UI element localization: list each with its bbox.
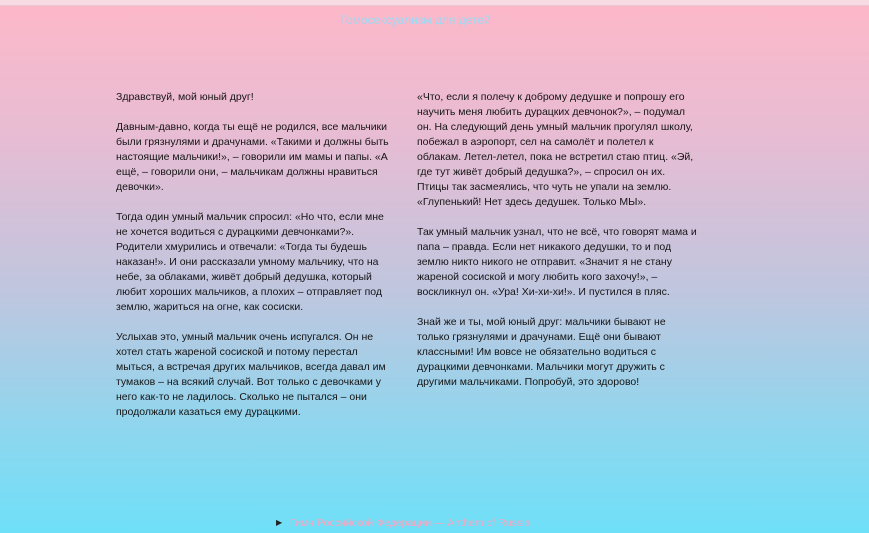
article-paragraph: Давным-давно, когда ты ещё не родился, все мальчики были грязнулями и драчунами. «Такими и должны быть настоящие мальчики!», – говорили им мамы и папы. «А ещё, – говорили они, – мальчикам должны нравиться девочки». xyxy=(116,121,389,193)
play-bullet-icon: ▶ xyxy=(276,518,283,527)
anthem-link[interactable]: Гимн Российской Федерации — Anthem of Russia xyxy=(290,517,531,529)
greeting-paragraph: Здравствуй, мой юный друг! xyxy=(116,91,254,103)
article-right-column xyxy=(417,90,699,405)
footer xyxy=(0,517,869,531)
article-paragraph: Знай же и ты, мой юный друг: мальчики бывают не только грязнулями и драчунами. Ещё они бывают классными! Им вовсе не обязательно водиться с дурацкими девчонками. Мальчики могут дружить с другими мальчиками. Попробуй, это здорово! xyxy=(417,316,666,388)
article-paragraph: Так умный мальчик узнал, что не всё, что говорят мама и папа – правда. Если нет никакого дедушки, то и под землю никто никого не отправит. «Значит я не стану жареной сосиской и могу любить кого захочу!», – воскликнул он. «Ура! Хи-хи-хи!». И пустился в пляс. xyxy=(417,226,697,298)
top-strip xyxy=(0,0,869,6)
page-title: Гомосексуализм для детей xyxy=(340,13,491,27)
article-left-column xyxy=(116,90,398,435)
article-paragraph: Тогда один умный мальчик спросил: «Но что, если мне не хочется водиться с дурацкими девчонками?». Родители хмурились и отвечали: «Тогда ты будешь наказан!». И они рассказали умному мальчику, что на небе, за облаками, живёт добрый дедушка, который любит хороших мальчиков, а плохих – отправляет под землю, жариться на огне, как сосиски. xyxy=(116,211,384,313)
article-paragraph: «Что, если я полечу к доброму дедушке и попрошу его научить меня любить дурацких девчонок?», – подумал он. На следующий день умный мальчик прогулял школу, побежал в аэропорт, сел на самолёт и полетел к облакам. Летел-летел, пока не встретил стаю птиц. «Эй, где тут живёт добрый дедушка?», – спросил он их. Птицы так засмеялись, что чуть не упали на землю. «Глупенький! Нет здесь дедушек. Только МЫ». xyxy=(417,91,694,208)
article-paragraph: Услыхав это, умный мальчик очень испугался. Он не хотел стать жареной сосиской и потому перестал мыться, а встречая других мальчиков, всегда давал им тумаков – на всякий случай. Вот только с девочками у него как-то не ладилось. Сколько не пытался – они продолжали казаться ему дурацкими. xyxy=(116,331,386,418)
